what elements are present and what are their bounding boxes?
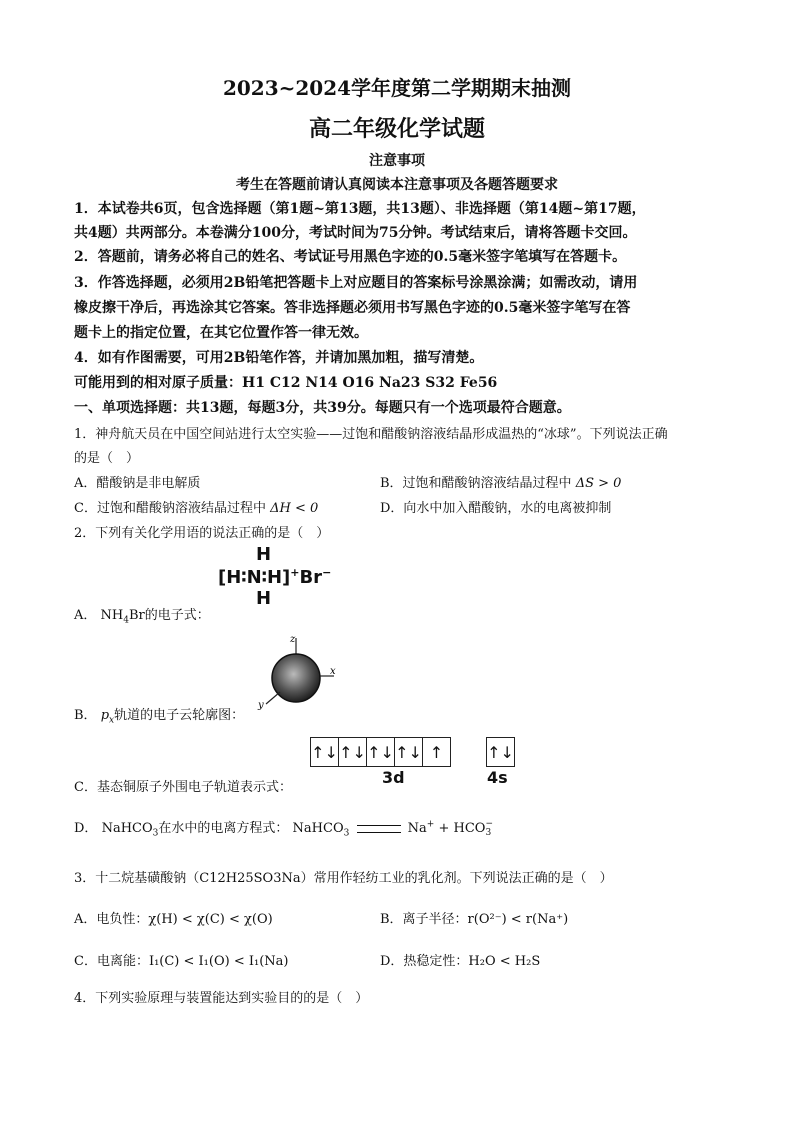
notice-title: 注意事项	[369, 153, 425, 169]
notice-line-1: 1．本试卷共6页，包含选择题（第1题~第13题，共13题）、非选择题（第14题~第17题，	[74, 201, 646, 217]
notice-line-3: 2．答题前，请务必将自己的姓名、考试证号用黑色字迹的0.5毫米签字笔填写在答题卡。	[74, 249, 627, 265]
q2-option-a-tail: Br的电子式：	[128, 608, 210, 623]
orbital-boxes-3d	[310, 737, 451, 767]
equation-arrow	[357, 825, 401, 833]
q3-option-c: C．电离能：I₁(C) < I₁(O) < I₁(Na)	[74, 954, 289, 969]
notice-line-6: 题卡上的指定位置，在其它位置作答一律无效。	[74, 325, 368, 341]
exam-subtitle: 高二年级化学试题	[308, 116, 485, 142]
q2-option-d	[74, 817, 493, 839]
q2-option-d-mid: 在水中的电离方程式：	[158, 821, 289, 836]
q1-stem-line-2: 的是（ ）	[74, 451, 140, 466]
q3-stem	[74, 867, 613, 886]
orbital-3d-box-4: ↑↓	[395, 738, 423, 766]
q2-option-b-sub: x	[109, 715, 115, 726]
q3-option-d: D．热稳定性：H₂O < H₂S	[380, 954, 541, 969]
atomic-mass-line: 可能用到的相对原子质量：H1 C12 N14 O16 Na23 S32 Fe56	[74, 375, 498, 391]
q2-option-d-sub: 3	[152, 828, 159, 839]
q2-option-c: C．基态铜原子外围电子轨道表示式：	[74, 780, 292, 795]
q2-option-b-tail: 轨道的电子云轮廓图：	[114, 708, 245, 723]
orbital-4s-label: 4s	[487, 768, 508, 787]
q2-option-a	[74, 604, 210, 626]
q2-option-d-label: D．	[74, 821, 98, 836]
equation-right-na-sup: +	[426, 819, 435, 830]
q1-option-c-math: ΔH < 0	[270, 501, 319, 516]
orbital-4s-box-1: ↑↓	[487, 742, 514, 762]
notice-line-5: 橡皮擦干净后，再选涂其它答案。答非选择题必须用书写黑色字迹的0.5毫米签字笔写在答	[74, 300, 631, 316]
nh4br-br: Br	[299, 567, 323, 588]
nh4br-charge-minus: −	[322, 566, 332, 579]
orbital-3d-box-3: ↑↓	[367, 738, 395, 766]
q1-stem-line-1: 1．神舟航天员在中国空间站进行太空实验——过饱和醋酸钠溶液结晶形成温热的“冰球”。下列说法正确	[74, 427, 668, 442]
orbital-3d-box-5: ↑	[429, 742, 444, 762]
notice-line-2: 共4题）共两部分。本卷满分100分，考试时间为75分钟。考试结束后，请将答题卡交回。	[74, 225, 637, 241]
hco3-sup: −	[485, 818, 494, 829]
q2-option-a-formula: NH	[100, 608, 124, 623]
z-axis-label: z	[290, 634, 296, 645]
orbital-3d-box-2: ↑↓	[339, 738, 367, 766]
q1-option-d: D．向水中加入醋酸钠，水的电离被抑制	[380, 501, 612, 516]
px-orbital-figure	[250, 632, 340, 712]
q2-stem: 2．下列有关化学用语的说法正确的是（ ）	[74, 526, 330, 541]
notice-line-4: 3．作答选择题，必须用2B铅笔把答题卡上对应题目的答案标号涂黑涂满；如需改动，请用	[74, 275, 638, 291]
q3-stem-a: 3．十二烷基磺酸钠（	[74, 871, 200, 886]
hco3-sub: 3	[485, 827, 492, 838]
exam-title: 2023~2024学年度第二学期期末抽测	[222, 76, 572, 100]
q1-option-b-text: B．过饱和醋酸钠溶液结晶过程中	[380, 476, 572, 491]
equation-right-hco3: HCO	[453, 821, 486, 836]
orbital-3d-box-1: ↑↓	[311, 738, 339, 766]
equation-right-na: Na	[407, 821, 427, 836]
equation-left: NaHCO	[292, 821, 344, 836]
equation-plus: +	[438, 821, 450, 836]
q3-option-a: A．电负性：χ(H) < χ(C) < χ(O)	[74, 912, 273, 927]
orbital-3d-label: 3d	[382, 768, 405, 787]
hco3-scripts	[485, 820, 493, 838]
q2-option-b-label: B．	[74, 708, 97, 723]
q1-option-c-text: C．过饱和醋酸钠溶液结晶过程中	[74, 501, 266, 516]
orbital-sphere	[272, 654, 320, 702]
nh4br-h-bottom: H	[256, 588, 272, 609]
q3-stem-b: ）常用作轻纺工业的乳化剂。下列说法正确的是（ ）	[300, 871, 613, 886]
y-axis	[266, 692, 280, 704]
nh4br-charge-plus: +	[290, 566, 300, 579]
nh4br-bracket	[218, 566, 331, 588]
q3-option-b: B．离子半径：r(O²⁻) < r(Na⁺)	[380, 912, 569, 927]
q4-stem: 4．下列实验原理与装置能达到实验目的的是（ ）	[74, 991, 369, 1006]
nh4br-electron-formula	[218, 546, 338, 614]
q1-option-a: A．醋酸钠是非电解质	[74, 476, 201, 491]
q1-option-b-math: ΔS > 0	[575, 476, 622, 491]
q1-option-b	[380, 472, 621, 491]
nh4br-core: [H∶N∶H]	[218, 567, 291, 588]
q2-option-b-p: p	[100, 708, 110, 723]
nh4br-h-top: H	[256, 544, 272, 565]
q2-option-a-label: A．	[74, 608, 97, 623]
notice-subtitle: 考生在答题前请认真阅读本注意事项及各题答题要求	[236, 177, 558, 193]
q2-option-a-sub: 4	[123, 615, 129, 626]
q2-option-d-formula: NaHCO	[101, 821, 153, 836]
orbital-boxes-4s	[486, 737, 515, 767]
y-axis-label: y	[258, 700, 264, 711]
x-axis-label: x	[330, 666, 336, 677]
q2-option-b	[74, 704, 244, 726]
q3-formula: C12H25SO3Na	[199, 871, 301, 886]
notice-line-7: 4．如有作图需要，可用2B铅笔作答，并请加黑加粗，描写清楚。	[74, 350, 484, 366]
q1-option-c	[74, 497, 318, 516]
equation-left-sub: 3	[343, 828, 350, 839]
section-heading-1: 一、单项选择题：共13题，每题3分，共39分。每题只有一个选项最符合题意。	[74, 400, 571, 416]
